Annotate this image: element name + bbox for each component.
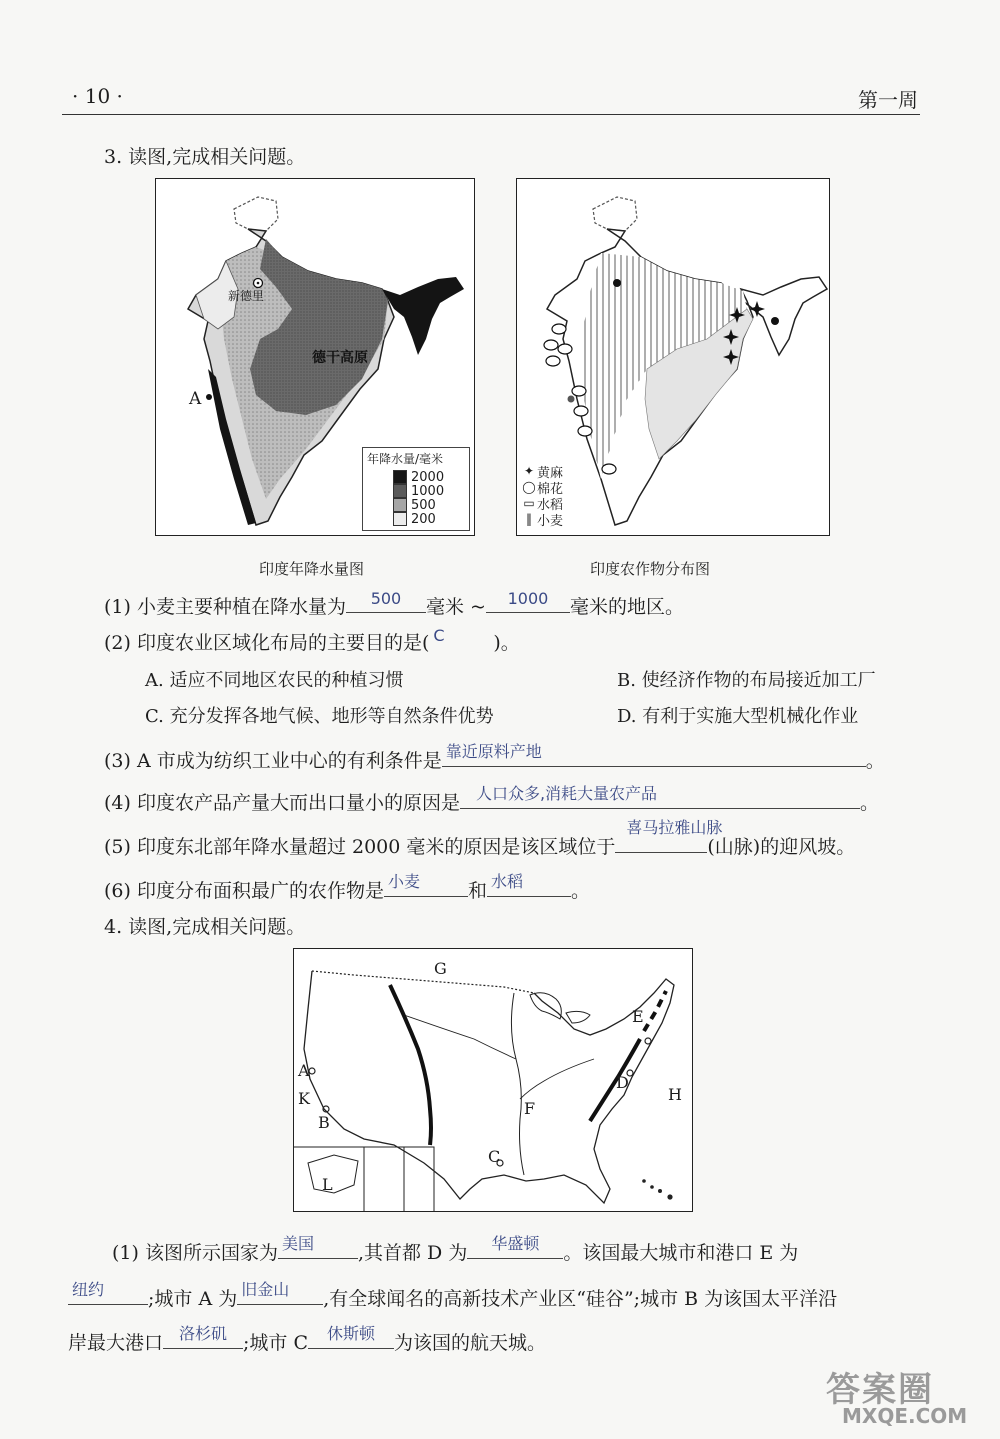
q3-p5-answer: 喜马拉雅山脉	[626, 818, 723, 837]
q3-p5-text: (5) 印度东北部年降水量超过 2000 毫米的原因是该区域位于	[104, 836, 616, 858]
kashmir-outline-2	[593, 197, 637, 231]
map-label-d: D	[616, 1073, 629, 1092]
q3-p6-mid: 和	[467, 880, 487, 902]
option-a[interactable]: A. 适应不同地区农民的种植习惯	[145, 670, 404, 691]
rice-icon: ▭	[523, 496, 535, 510]
appalachian-dash	[644, 991, 666, 1031]
q4-a-answer: 旧金山	[241, 1280, 290, 1299]
q3-p6-blank1[interactable]	[384, 872, 468, 897]
map-label-g: G	[434, 959, 447, 978]
crops-legend	[521, 463, 563, 527]
map-label-f: F	[524, 1099, 536, 1118]
crop-legend-label: 水稻	[537, 497, 564, 513]
legend-swatch	[393, 484, 407, 498]
q4-p1-text8: 为该国的航天城。	[394, 1332, 547, 1354]
q3-p2	[104, 628, 520, 655]
legend-item-500	[393, 498, 444, 512]
q3-p4-answer: 人口众多,消耗大量农产品	[475, 784, 658, 803]
q3-p5	[104, 818, 856, 859]
india-precipitation-map	[155, 178, 475, 536]
q4-capital-blank[interactable]	[467, 1234, 563, 1259]
q3-p1-answer2: 1000	[507, 589, 549, 608]
ohio	[520, 1059, 594, 1099]
q3-p1-text: (1) 小麦主要种植在降水量为	[104, 596, 346, 618]
watermark-site: MXQE.COM	[842, 1404, 968, 1428]
q4-p1-text2: ,其首都 D 为	[357, 1242, 468, 1264]
q3-p3	[104, 742, 885, 773]
map-label-h: H	[668, 1085, 682, 1104]
label-a: A	[189, 389, 202, 409]
q4-p1-text7: ;城市 C	[243, 1332, 308, 1354]
q4-p1-text3: 。该国最大城市和港口 E 为	[563, 1242, 799, 1264]
q3-p6-text: (6) 印度分布面积最广的农作物是	[104, 880, 384, 902]
q4-p1-line2	[68, 1280, 838, 1311]
map-label-c: C	[488, 1147, 501, 1166]
q3-p2-blank[interactable]	[429, 626, 493, 649]
option-d[interactable]: D. 有利于实施大型机械化作业	[617, 706, 859, 727]
q4-country-blank[interactable]	[278, 1234, 358, 1259]
q4-b-answer: 洛杉矶	[179, 1324, 228, 1343]
crop-legend-label: 棉花	[537, 481, 564, 497]
kashmir-outline	[234, 197, 278, 231]
watermark-logo: 答案圈	[826, 1370, 934, 1410]
q3-p1-mid: 毫米 ~	[425, 596, 486, 618]
crop-legend-label: 小麦	[537, 513, 564, 529]
legend-label: 2000	[411, 469, 445, 485]
q3-p1-blank2[interactable]	[486, 589, 570, 613]
q3-p2-answer: C	[433, 626, 445, 645]
q3-p6-answer2: 水稻	[490, 872, 523, 891]
q3-p1-post: 毫米的地区。	[569, 596, 684, 618]
q4-capital-answer: 华盛顿	[491, 1234, 540, 1253]
crop-legend-wheat	[521, 511, 563, 527]
q4-p1-text4: ;城市 A 为	[148, 1288, 238, 1310]
option-b[interactable]: B. 使经济作物的布局接近加工厂	[617, 670, 876, 691]
q3-p4-text: (4) 印度农产品产量大而出口量小的原因是	[104, 792, 460, 814]
legend-swatch	[393, 512, 407, 526]
precipitation-legend	[362, 447, 470, 531]
map-label-k: K	[298, 1089, 310, 1108]
jute-icon: ✦	[523, 464, 535, 478]
q3-p6-post: 。	[570, 880, 590, 902]
q3-p4-post: 。	[859, 792, 879, 814]
legend-item-200	[393, 512, 444, 526]
cotton-icon: ◯	[522, 480, 536, 494]
legend-item-2000	[393, 470, 444, 484]
legend-label: 1000	[411, 483, 445, 499]
q3-p6-answer1: 小麦	[387, 872, 420, 891]
q3-p5-blank[interactable]	[615, 818, 723, 853]
alaska-shape	[308, 1155, 358, 1193]
usa-map-svg	[294, 949, 692, 1211]
q4-b-blank[interactable]	[163, 1324, 243, 1349]
legend-label: 500	[411, 497, 436, 513]
q4-country-answer: 美国	[281, 1234, 314, 1253]
q4-p1-text5: ,有全球闻名的高新技术产业区“硅谷”;城市 B 为该国太平洋沿	[323, 1288, 838, 1310]
q3-p3-post: 。	[865, 750, 885, 772]
q4-a-blank[interactable]	[237, 1280, 323, 1305]
map-label-b: B	[318, 1113, 330, 1132]
q4-c-blank[interactable]	[308, 1324, 394, 1349]
usa-map	[293, 948, 693, 1212]
map2-caption: 印度农作物分布图	[590, 560, 711, 578]
q3-title: 3. 读图,完成相关问题。	[104, 146, 306, 168]
q4-e-blank[interactable]	[68, 1280, 148, 1305]
map-label-l: L	[322, 1175, 333, 1194]
q3-p5-post: (山脉)的迎风坡。	[707, 836, 856, 858]
india-crops-map	[516, 178, 830, 536]
rocky-mountains	[390, 985, 431, 1145]
q3-p3-text: (3) A 市成为纺织工业中心的有利条件是	[104, 750, 442, 772]
header-rule	[62, 114, 920, 115]
q4-p1-line3	[68, 1324, 547, 1355]
q3-p3-blank[interactable]	[442, 742, 866, 767]
page-number: · 10 ·	[72, 84, 123, 108]
q3-p6	[104, 872, 590, 903]
label-new-delhi: 新德里	[228, 289, 265, 303]
legend-swatch	[393, 498, 407, 512]
north-border	[312, 971, 534, 993]
q4-title: 4. 读图,完成相关问题。	[104, 916, 306, 938]
q3-p3-answer: 靠近原料产地	[445, 742, 542, 761]
map-label-e: E	[632, 1007, 644, 1026]
legend-title: 年降水量/毫米	[367, 452, 444, 466]
india-crops-svg	[517, 179, 829, 535]
q3-p2-post: )。	[493, 632, 520, 654]
wheat-icon: ‖	[526, 512, 532, 526]
q3-p1	[104, 589, 684, 619]
section-label: 第一周	[858, 88, 918, 112]
q4-p1-text6: 岸最大港口	[68, 1332, 164, 1354]
appalachian-mountains	[590, 1039, 640, 1121]
q4-c-answer: 休斯顿	[326, 1324, 375, 1343]
q3-p4	[104, 784, 879, 815]
mississippi	[511, 993, 524, 1175]
crop-legend-label: 黄麻	[537, 465, 564, 481]
legend-swatch	[393, 470, 407, 484]
map-label-a: A	[298, 1061, 310, 1080]
q4-p1-text1: (1) 该图所示国家为	[112, 1242, 278, 1264]
q3-p1-answer1: 500	[370, 589, 402, 608]
legend-item-1000	[393, 484, 444, 498]
q4-e-answer: 纽约	[72, 1280, 105, 1299]
q3-p2-text: (2) 印度农业区域化布局的主要目的是(	[104, 632, 430, 654]
legend-label: 200	[411, 511, 436, 527]
map1-caption: 印度年降水量图	[259, 560, 365, 578]
q3-p4-blank[interactable]	[460, 784, 860, 809]
q4-p1-line1	[112, 1234, 799, 1265]
option-c[interactable]: C. 充分发挥各地气候、地形等自然条件优势	[145, 706, 494, 727]
label-deccan: 德干高原	[312, 350, 368, 366]
q3-p6-blank2[interactable]	[487, 872, 571, 897]
hawaii-islands	[642, 1179, 672, 1199]
q3-p1-blank1[interactable]	[346, 589, 426, 613]
